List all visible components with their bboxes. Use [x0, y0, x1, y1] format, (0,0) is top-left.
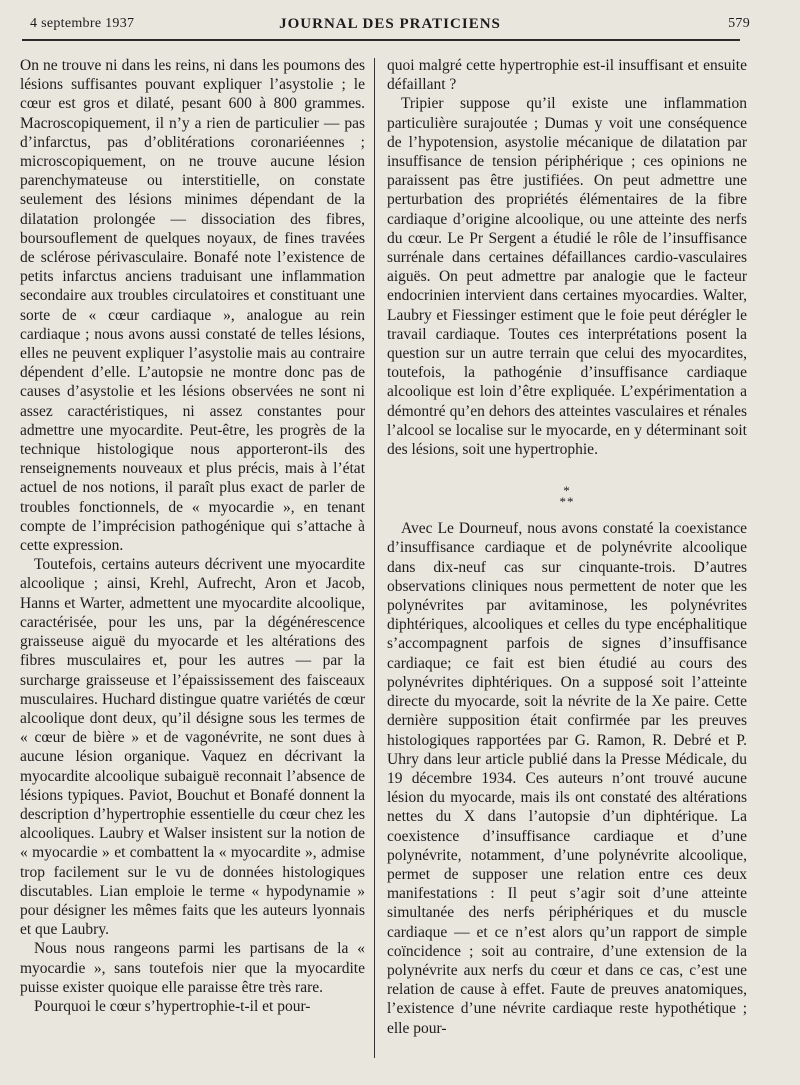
header-date: 4 septembre 1937 [30, 16, 135, 31]
journal-title: JOURNAL DES PRATICIENS [279, 16, 501, 32]
column-divider [374, 58, 375, 1058]
paragraph: quoi malgré cette hypertrophie est-il insuffisant et ensuite défaillant ? [387, 57, 747, 94]
running-header [30, 16, 750, 38]
header-rule [22, 39, 740, 41]
paragraph: Nous nous rangeons parmi les partisans de la « myocardie », sans toutefois nier que la myocardite puisse exister quoique elle paraisse être très rare. [20, 940, 365, 996]
paragraph: On ne trouve ni dans les reins, ni dans les poumons des lésions suffisantes pouvant expliquer l’asystolie ; le cœur est gros et dilaté, pesant 600 à 800 grammes. Macroscopiquement, il n’y a rien de particulier — pas d’infarctus, pas d’oblitérations coronariéennes ; microscopiquement, on ne trouve aucune lésion parenchymateuse ou interstitielle, on constate seulement des lésions minimes dépendant de la dilatation prolongée — dissociation des fibres, boursouflement de quelques noyaux, de fines travées de sclérose périvasculaire. Bonafé note l’existence de petits infarctus anciens traduisant une inflammation secondaire aux troubles circulatoires et constituant une sorte de « cœur cardiaque », analogue au rein cardiaque ; nous avons aussi constaté de telles lésions, elles ne peuvent expliquer l’asystolie mais au contraire dépendent d’elle. L’autopsie ne montre donc pas de causes d’asystolie et les lésions observées ne sont ni assez caractéristiques, ni assez constantes pour admettre une myocardite. Peut-être, les progrès de la technique histologique nous apporteront-ils des renseignements nouveaux et plus précis, mais à l’état actuel de nos notions, il paraît plus exact de parler de troubles fonctionnels, de « myocardie », en tenant compte de l’imprécision pathogénique qui s’attache à cette expression. [20, 57, 365, 555]
paragraph: Pourquoi le cœur s’hypertrophie-t-il et pour- [34, 997, 311, 1015]
asterism-bottom: ** [559, 494, 575, 510]
paragraph: Tripier suppose qu’il existe une inflammation particulière surajoutée ; Dumas y voit une conséquence de l’hypotension, asystolie mécanique de dilatation par insuffisance de tension périphérique ; ces opinions ne paraissent pas être justifiées. On peut admettre une perturbation des propriétés élémentaires de la fibre cardiaque d’origine alcoolique, ou une atteinte des nerfs du cœur. Le Pr Sergent a étudié le rôle de l’insuffisance surrénale dans certaines défaillances cardio-vasculaires aiguës. On peut admettre par analogie que le facteur endocrinien intervient dans certaines myocardies. Walter, Laubry et Fiessinger estiment que le foie peut dérégler le travail cardiaque. Toutes ces interprétations posent la question sur un autre terrain que celui des myocardites, toutefois, la pathogénie d’insuffisance cardiaque alcoolique est loin d’être expliquée. L’expérimentation a démontré qu’en dehors des atteintes vasculaires et rénales l’alcool se localise sur le myocarde, en y déterminant soit des lésions, soit une hypertrophie. [387, 95, 747, 459]
paragraph: Avec Le Dourneuf, nous avons constaté la coexistance d’insuffisance cardiaque et de polynévrite alcoolique dans dix-neuf cas sur cinquante-trois. D’autres observations cliniques nous permettent de noter que les polynévrites par avitaminose, les polynévrites diphtériques, alcooliques et celles du type encéphalitique s’accompagnent parfois de signes d’insuffisance cardiaque; ce fait est bien étudié au cours des polynévrites diphtériques. On a supposé soit l’atteinte directe du myocarde, soit la névrite de la Xe paire. Cette dernière supposition était confirmée par les preuves histologiques rapportées par G. Ramon, R. Debré et P. Uhry dans leur article publié dans la Presse Médicale, du 19 décembre 1934. Ces auteurs n’ont trouvé aucune lésion du myocarde, mais ils ont constaté des altérations nettes du X dans l’autopsie d’un diphtérique. La coexistence d’insuffisance cardiaque et d’une polynévrite, notamment, d’une polynévrite alcoolique, permet de supposer une relation entre ces deux manifestations : Il peut s’agir soit d’une atteinte simultanée des nerfs périphériques et du muscle cardiaque — et ce n’est alors qu’un rapport de simple coïncidence ; soit au contraire, d’une extension de la polynévrite aux nerfs du cœur et dans ce cas, c’est une relation de cause à effet. Faute de preuves anatomiques, l’existence d’une névrite cardiaque reste hypothétique ; elle pour- [387, 520, 747, 1037]
asterism-top: * [563, 483, 571, 499]
paragraph: Toutefois, certains auteurs décrivent une myocardite alcoolique ; ainsi, Krehl, Aufrecht, Aron et Jacob, Hanns et Warter, admettent une myocardite alcoolique, caractérisée, pour les uns, par la dégénérescence graisseuse aiguë du myocarde et les altérations des fibres musculaires et, pour les autres — par la surcharge graisseuse et l’épaississement des faisceaux musculaires. Huchard distingue quatre variétés de cœur alcoolique dont deux, qu’il désigne sous les termes de « cœur de bière » et de vagonévrite, ne sont dues à aucune lésion organique. Vaquez en décrivant la myocardite alcoolique subaiguë reconnait l’absence de lésions typiques. Paviot, Bouchut et Bonafé donnent la description d’hypertrophie essentielle du cœur chez les alcooliques. Laubry et Walser insistent sur la notion de « myocardie » et combattent la « myocardite », admise trop facilement sur le vu de données histologiques discutables. Lian emploie le terme « hypodynamie » pour désigner les mêmes faits que les auteurs lyonnais et que Laubry. [20, 556, 365, 939]
right-column [387, 56, 747, 1038]
left-column [20, 56, 365, 1016]
page-number: 579 [728, 16, 750, 31]
section-asterism [387, 483, 747, 510]
